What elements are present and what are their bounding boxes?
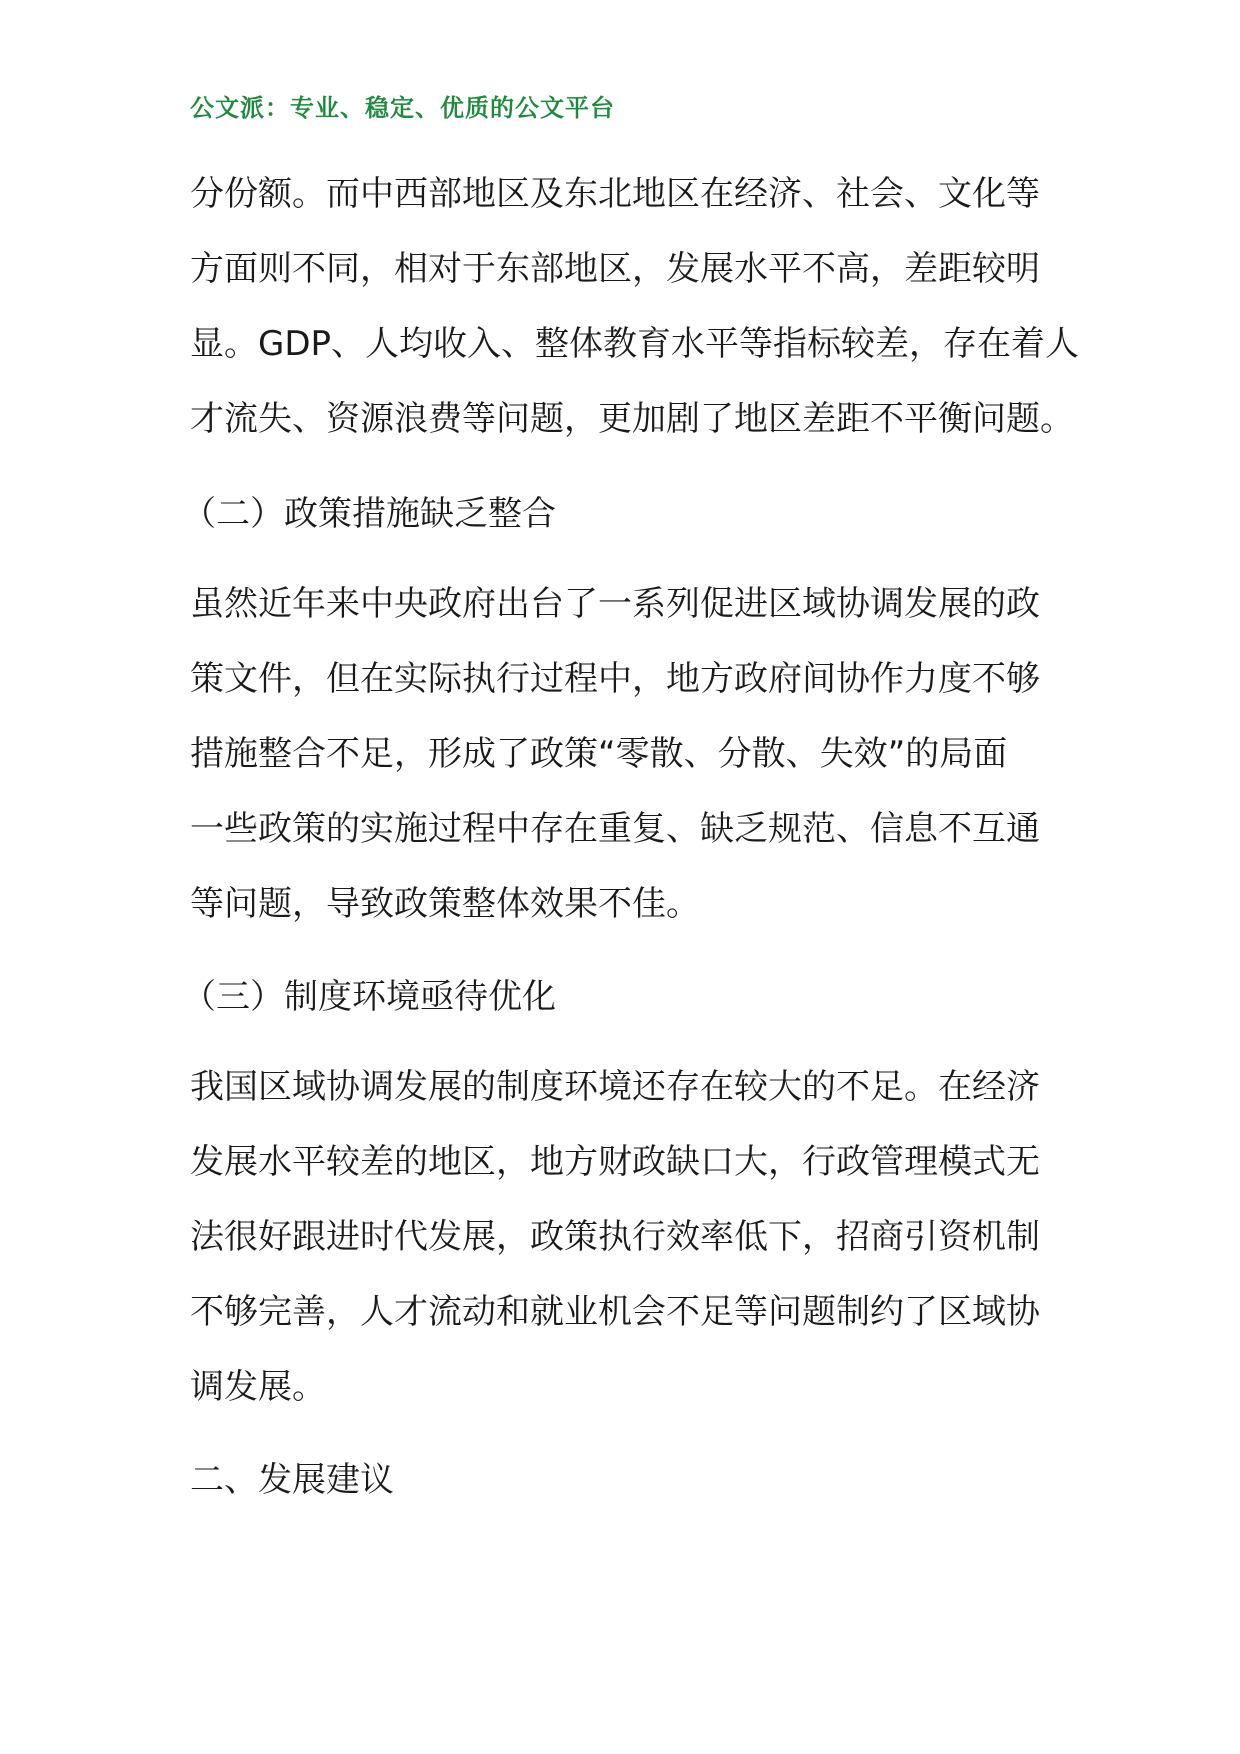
text-line: 法很好跟进时代发展，政策执行效率低下，招商引资机制 [190,1217,1040,1257]
text-line: 策文件，但在实际执行过程中，地方政府间协作力度不够 [190,659,1040,699]
text-line: 才流失、资源浪费等问题，更加剧了地区差距不平衡问题。 [190,399,1074,439]
text-line: 不够完善，人才流动和就业机会不足等问题制约了区域协 [190,1292,1040,1332]
page-header-title: 公文派：专业、稳定、优质的公文平台 [190,94,615,122]
text-line: 调发展。 [190,1367,326,1407]
text-line: 方面则不同，相对于东部地区，发展水平不高，差距较明 [190,249,1040,289]
text-line: 等问题，导致政策整体效果不佳。 [190,884,700,924]
text-line: 一些政策的实施过程中存在重复、缺乏规范、信息不互通 [190,809,1040,849]
text-line: 我国区域协调发展的制度环境还存在较大的不足。在经济 [190,1067,1040,1107]
paragraph-regional-gap [190,157,1080,457]
chapter-heading-development-suggestions: 二、发展建议 [190,1460,394,1500]
paragraph-policy-integration [190,567,1060,942]
text-line: 发展水平较差的地区，地方财政缺口大，行政管理模式无 [190,1142,1040,1182]
paragraph-institutional-environment [190,1050,1060,1425]
text-line: 措施整合不足，形成了政策“零散、分散、失效”的局面 [190,734,1008,774]
text-line: 虽然近年来中央政府出台了一系列促进区域协调发展的政 [190,584,1040,624]
text-line: 分份额。而中西部地区及东北地区在经济、社会、文化等 [190,174,1040,214]
section-heading-institutional-environment: （三）制度环境亟待优化 [182,977,556,1017]
section-heading-policy-integration: （二）政策措施缺乏整合 [182,494,556,534]
text-line: 显。GDP、人均收入、整体教育水平等指标较差，存在着人 [190,324,1080,364]
